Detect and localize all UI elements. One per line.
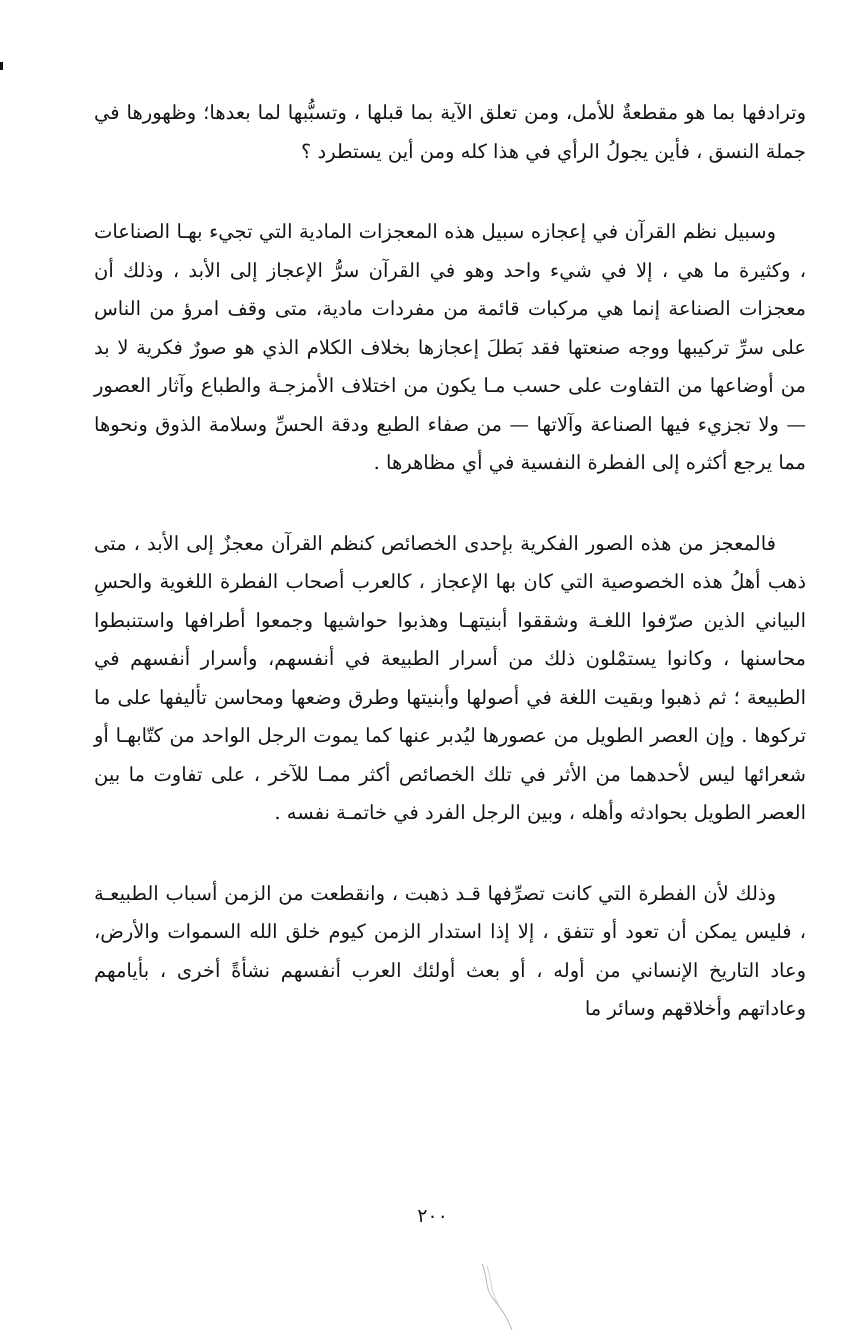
paragraph-2: وسبيل نظم القرآن في إعجازه سبيل هذه المعجزات المادية التي تجيء بهـا الصناعات ، وكثيرة ما هي ، إلا في شيء واحد وهو في القرآن سرُّ الإعجاز إلى الأبد ، وذلك أن معجزات الصناعة إنما هي مركبات قائمة من مفردات مادية، متى وقف امرؤ من الناس على سرِّ تركيبها ووجه صنعتها فقد بَطلَ إعجازها بخلاف الكلام الذي هو صورٌ فكرية لا بد من أوضاعها من التفاوت على حسب مـا يكون من اختلاف الأمزجـة والطباع وآثار العصور — ولا تجزيء فيها الصناعة وآلاتها — من صفاء الطبع ودقة الحسِّ وسلامة الذوق ونحوها مما يرجع أكثره إلى الفطرة النفسية في أي مظاهرها . xyxy=(94,220,806,474)
paragraph-gap xyxy=(94,171,806,213)
body-text xyxy=(94,94,806,1029)
page-number: ٢٠٠ xyxy=(417,1205,448,1227)
scan-edge-mark xyxy=(0,62,3,70)
paragraph-4: وذلك لأن الفطرة التي كانت تصرِّفها قـد ذهبت ، وانقطعت من الزمن أسباب الطبيعـة ، فليس يمكن أن تعود أو تتفق ، إلا إذا استدار الزمن كيوم خلق الله السموات والأرض، وعاد التاريخ الإنساني من أوله ، أو بعث أولئك العرب أنفسهم نشأةً أخرى ، بأيامهم وعاداتهم وأخلاقهم وسائر ما xyxy=(94,881,806,1020)
paragraph-3: فالمعجز من هذه الصور الفكرية بإحدى الخصائص كنظم القرآن معجزٌ إلى الأبد ، متى ذهب أهلُ هذه الخصوصية التي كان بها الإعجاز ، كالعرب أصحاب الفطرة اللغوية والحسِ البياني الذين صرّفوا اللغـة وشققوا أبنيتهـا وهذبوا حواشيها وجمعوا أطرافها واستنبطوا محاسنها ، وكانوا يستمْلون ذلك من أسرار الطبيعة في أنفسهم، وأسرار أنفسهم في الطبيعة ؛ ثم ذهبوا وبقيت اللغة في أصولها وأبنيتها وطرق وضعها ومحاسن تأليفها على ما تركوها . وإن العصر الطويل من عصورها ليُدبر عنها كما يموت الرجل الواحد من كتّابهـا أو شعرائها ليس لأحدهما من الأثر في تلك الخصائص أكثر ممـا للآخر ، على تفاوت ما بين العصر الطويل بحوادثه وأهله ، وبين الرجل الفرد في خاتمـة نفسه . xyxy=(94,531,806,824)
paragraph-gap xyxy=(94,483,806,525)
paragraph-gap xyxy=(94,833,806,875)
paragraph-1: وترادفها بما هو مقطعةٌ للأمل، ومن تعلق الآية بما قبلها ، وتسبُّبها لما بعدها؛ وظهورها في جملة النسق ، فأين يجولُ الرأي في هذا كله ومن أين يستطرد ؟ xyxy=(94,101,806,163)
scan-artifact-mark xyxy=(478,1262,518,1332)
